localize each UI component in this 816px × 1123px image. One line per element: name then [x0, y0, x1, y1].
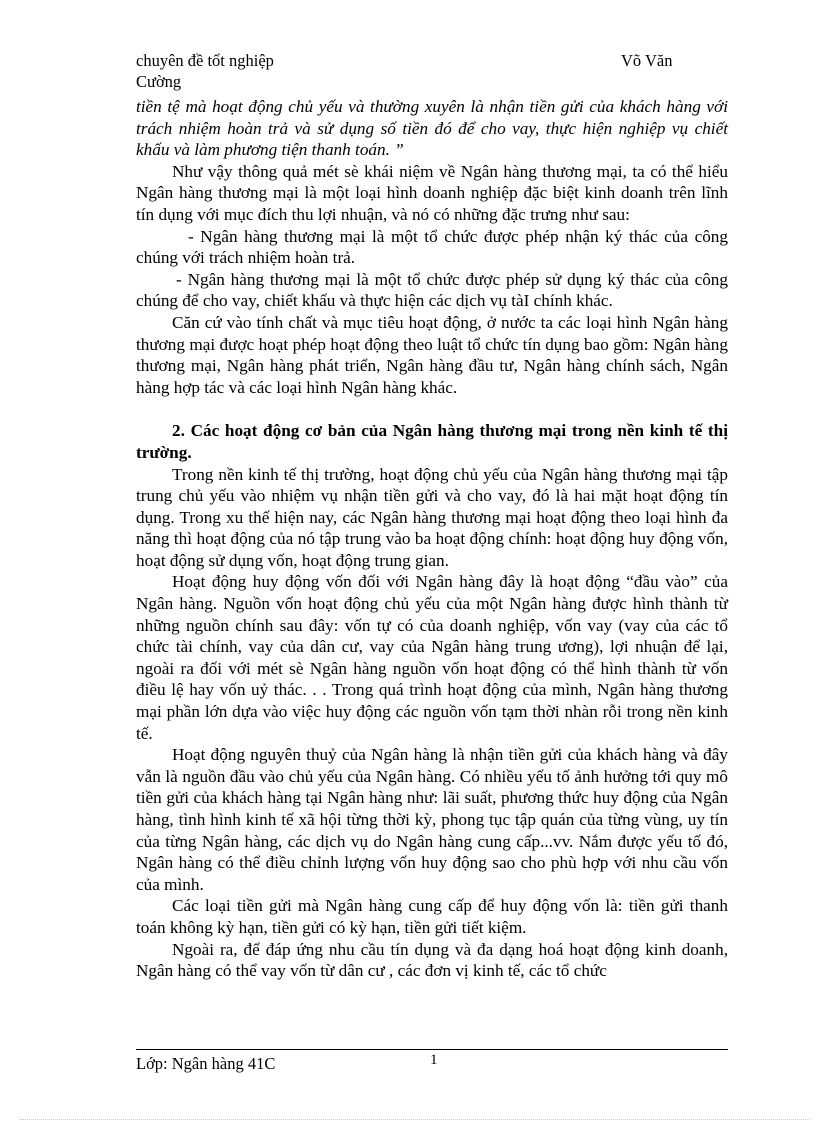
- paragraph: Căn cứ vào tính chất và mục tiêu hoạt động, ở nước ta các loại hình Ngân hàng thương mại được hoạt phép hoạt động theo luật tổ chức tín dụng bao gồm: Ngân hàng thương mại, Ngân hàng phát triển, Ngân hàng đầu tư, Ngân hàng chính sách, Ngân hàng hợp tác và các loại hình Ngân hàng khác.: [136, 312, 728, 397]
- bullet-item: - Ngân hàng thương mại là một tổ chức được phép sử dụng ký thác của công chúng để cho vay, chiết khấu và thực hiện các dịch vụ tàI chính khác.: [136, 269, 728, 311]
- page-boundary: [20, 1119, 810, 1120]
- quote-paragraph: tiền tệ mà hoạt động chủ yếu và thường xuyên là nhận tiền gửi của khách hàng với trách nhiệm hoàn trả và sử dụng số tiền đó để cho vay, thực hiện nghiệp vụ chiết khấu và làm phương tiện thanh toán. ”: [136, 97, 728, 160]
- header-author-first: Võ Văn: [621, 51, 673, 70]
- bullet-item: - Ngân hàng thương mại là một tổ chức được phép nhận ký thác của công chúng với trách nhiệm hoàn trả.: [136, 226, 728, 268]
- paragraph: Hoạt động huy động vốn đối với Ngân hàng đây là hoạt động “đầu vào” của Ngân hàng. Nguồn vốn hoạt động chủ yếu của một Ngân hàng được hình thành từ những nguồn chính sau đây: vốn tự có của doanh nghiệp, vốn vay (vay của các tổ chức tài chính, vay của dân cư, vay của Ngân hàng trung ương), lợi nhuận để lại, ngoài ra đối với mét sè Ngân hàng nguồn vốn hoạt động có thể hình thành từ vốn điều lệ hay vốn uỷ thác. . . Trong quá trình hoạt động của mình, Ngân hàng thương mại phần lớn dựa vào việc huy động các nguồn vốn tạm thời nhàn rỗi trong nền kinh tế.: [136, 572, 728, 743]
- page-number: 1: [430, 1052, 438, 1068]
- paragraph: Hoạt động nguyên thuỷ của Ngân hàng là nhận tiền gửi của khách hàng và đây vẫn là nguồn đầu vào chủ yếu của Ngân hàng. Có nhiều yếu tố ảnh hưởng tới quy mô tiền gửi của khách hàng tại Ngân hàng như: lãi suất, phương thức huy động của Ngân hàng, tình hình kinh tế xã hội từng thời kỳ, phong tục tập quán của từng vùng, uy tín của từng Ngân hàng, các dịch vụ do Ngân hàng cung cấp...vv. Nắm được yếu tố đó, Ngân hàng có thể điều chỉnh lượng vốn huy động sao cho phù hợp với nhu cầu vốn của mình.: [136, 745, 728, 894]
- header-author-last: Cường: [136, 72, 182, 91]
- footer-class-label: Lớp: Ngân hàng 41C: [136, 1054, 276, 1073]
- section-heading: 2. Các hoạt động cơ bản của Ngân hàng thương mại trong nền kinh tế thị trường.: [136, 421, 728, 462]
- footer-divider: [136, 1049, 728, 1050]
- document-body: [136, 96, 728, 982]
- paragraph: Trong nền kinh tế thị trường, hoạt động chủ yếu của Ngân hàng thương mại tập trung chủ yếu vào nhiệm vụ nhận tiền gửi và cho vay, đó là hai mặt hoạt động tín dụng. Trong xu thế hiện nay, các Ngân hàng thương mại hoạt động theo loại hình đa năng thì hoạt động của nó tập trung vào ba hoạt động chính: hoạt động huy động vốn, hoạt động sử dụng vốn, hoạt động trung gian.: [136, 464, 728, 570]
- paragraph: Như vậy thông quả mét sè khái niệm về Ngân hàng thương mại, ta có thể hiểu Ngân hàng thương mại là một loại hình doanh nghiệp đặc biệt kinh doanh trên lĩnh tín dụng với mục đích thu lợi nhuận, và nó có những đặc trưng như sau:: [136, 161, 728, 224]
- paragraph: Ngoài ra, để đáp ứng nhu cầu tín dụng và đa dạng hoá hoạt động kinh doanh, Ngân hàng có thể vay vốn từ dân cư , các đơn vị kinh tế, các tổ chức: [136, 939, 728, 981]
- paragraph: Các loại tiền gửi mà Ngân hàng cung cấp để huy động vốn là: tiền gửi thanh toán không kỳ hạn, tiền gửi có kỳ hạn, tiền gửi tiết kiệm.: [136, 896, 728, 937]
- header-title: chuyên đề tốt nghiệp: [136, 51, 274, 70]
